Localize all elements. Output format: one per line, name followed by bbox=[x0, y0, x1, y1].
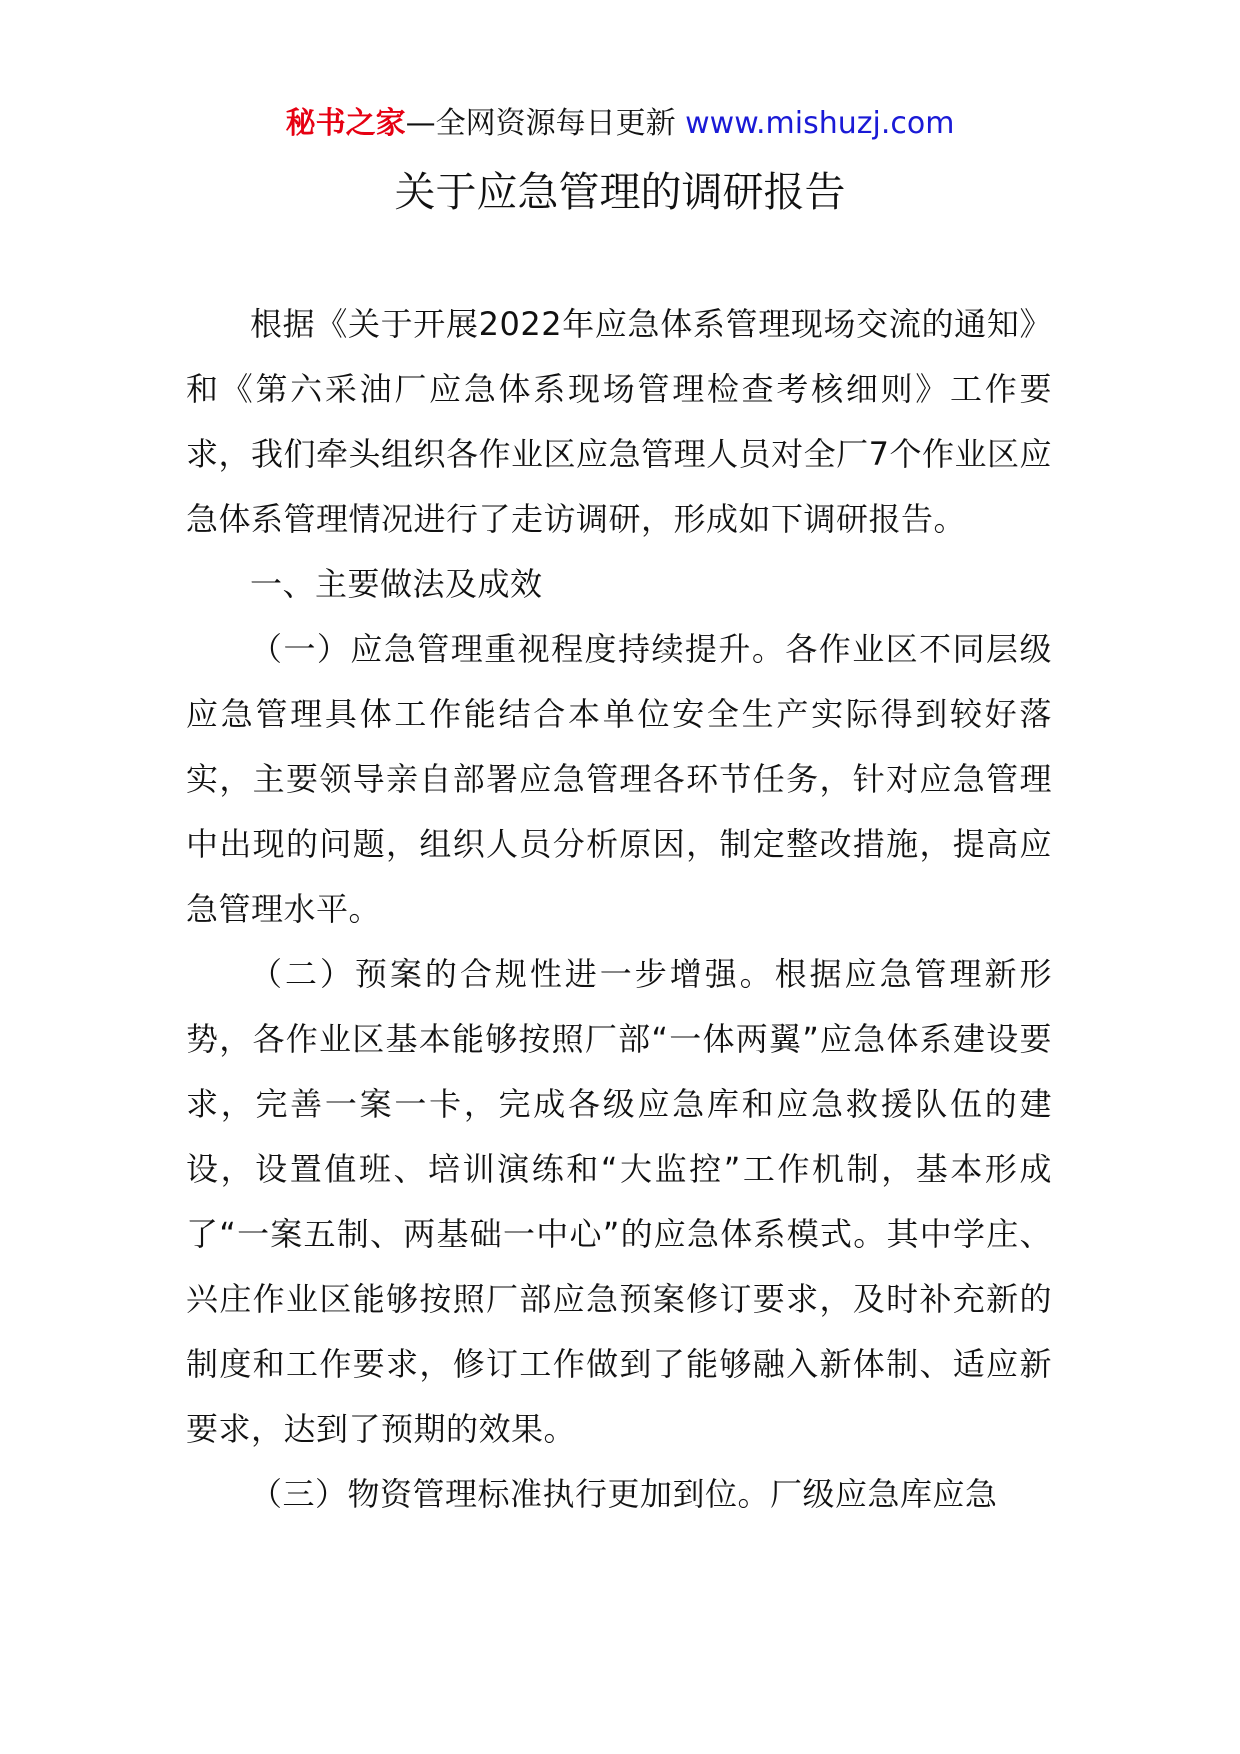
site-url-link[interactable]: www.mishuzj.com bbox=[685, 106, 955, 141]
intro-paragraph: 根据《关于开展2022年应急体系管理现场交流的通知》和《第六采油厂应急体系现场管理检查考核细则》工作要求，我们牵头组织各作业区应急管理人员对全厂7个作业区应急体系管理情况进行了走访调研，形成如下调研报告。 bbox=[186, 305, 1052, 538]
brand-name: 秘书之家 bbox=[285, 106, 406, 141]
site-slogan: —全网资源每日更新 bbox=[405, 106, 686, 141]
section-heading: 一、主要做法及成效 bbox=[250, 565, 543, 603]
document-title: 关于应急管理的调研报告 bbox=[394, 168, 846, 216]
body-paragraph: （一）应急管理重视程度持续提升。各作业区不同层级应急管理具体工作能结合本单位安全生产实际得到较好落实，主要领导亲自部署应急管理各环节任务，针对应急管理中出现的问题，组织人员分析原因，制定整改措施，提高应急管理水平。 bbox=[186, 630, 1052, 928]
body-paragraph: （二）预案的合规性进一步增强。根据应急管理新形势，各作业区基本能够按照厂部“一体两翼”应急体系建设要求，完善一案一卡，完成各级应急库和应急救援队伍的建设，设置值班、培训演练和“大监控”工作机制，基本形成了“一案五制、两基础一中心”的应急体系模式。其中学庄、兴庄作业区能够按照厂部应急预案修订要求，及时补充新的制度和工作要求，修订工作做到了能够融入新体制、适应新要求，达到了预期的效果。 bbox=[186, 955, 1052, 1448]
body-paragraph: （三）物资管理标准执行更加到位。厂级应急库应急 bbox=[250, 1475, 998, 1513]
document-body bbox=[186, 292, 1052, 1527]
site-header bbox=[0, 104, 1240, 144]
